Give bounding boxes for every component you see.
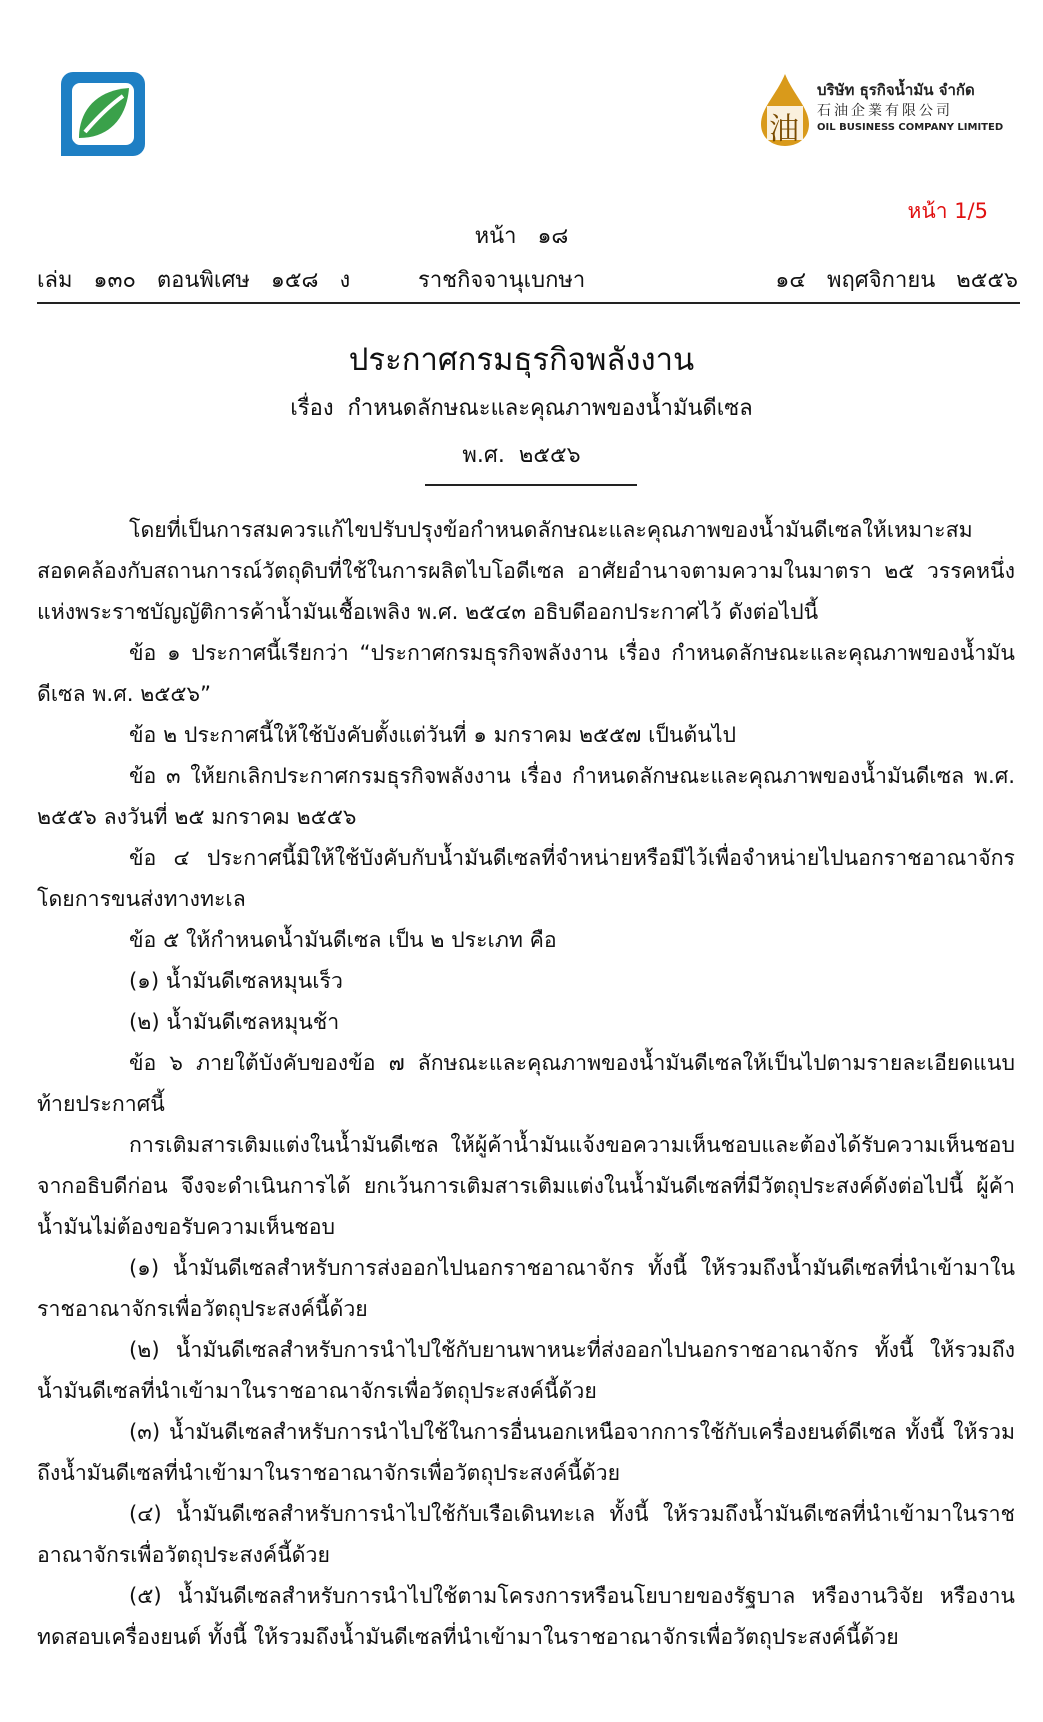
department-logo — [57, 68, 149, 160]
gazette-date: ๑๔ พฤศจิกายน ๒๕๕๖ — [775, 268, 1018, 293]
company-name-thai: บริษัท ธุรกิจน้ำมัน จำกัด — [817, 81, 975, 99]
clause-4: ข้อ ๔ ประกาศนี้มิให้ใช้บังคับกับน้ำมันดีเซลที่จำหน่ายหรือมีไว้เพื่อจำหน่ายไปนอกราชอาณาจักรโดยการขนส่งทางทะเล — [37, 846, 1015, 912]
exemption-4: (๔) น้ำมันดีเซลสำหรับการนำไปใช้กับเรือเดินทะเล ทั้งนี้ ให้รวมถึงน้ำมันดีเซลที่นำเข้ามาในราชอาณาจักรเพื่อวัตถุประสงค์นี้ด้วย — [37, 1502, 1015, 1568]
gazette-volume: เล่ม ๑๓๐ ตอนพิเศษ ๑๕๘ ง — [37, 268, 351, 293]
exemption-2: (๒) น้ำมันดีเซลสำหรับการนำไปใช้กับยานพาหนะที่ส่งออกไปนอกราชอาณาจักร ทั้งนี้ ให้รวมถึงน้ำมันดีเซลที่นำเข้ามาในราชอาณาจักรเพื่อวัตถุประสงค์นี้ด้วย — [37, 1338, 1015, 1404]
leaf-logo-icon — [57, 68, 149, 160]
diesel-type-2: (๒) น้ำมันดีเซลหมุนช้า — [129, 1010, 340, 1035]
company-name-english: OIL BUSINESS COMPANY LIMITED — [817, 122, 1004, 133]
announcement-title: ประกาศกรมธุรกิจพลังงาน — [348, 342, 695, 378]
emblem-character: 油 — [769, 112, 799, 147]
company-name-chinese: 石油企業有限公司 — [817, 103, 953, 119]
exemption-1: (๑) น้ำมันดีเซลสำหรับการส่งออกไปนอกราชอาณาจักร ทั้งนี้ ให้รวมถึงน้ำมันดีเซลที่นำเข้ามาในราชอาณาจักรเพื่อวัตถุประสงค์นี้ด้วย — [37, 1256, 1015, 1322]
diesel-type-1: (๑) น้ำมันดีเซลหมุนเร็ว — [129, 969, 343, 994]
exemption-3: (๓) น้ำมันดีเซลสำหรับการนำไปใช้ในการอื่นนอกเหนือจากการใช้กับเครื่องยนต์ดีเซล ทั้งนี้ ให้รวมถึงน้ำมันดีเซลที่นำเข้ามาในราชอาณาจักรเพื่อวัตถุประสงค์นี้ด้วย — [37, 1420, 1015, 1486]
clause-5: ข้อ ๕ ให้กำหนดน้ำมันดีเซล เป็น ๒ ประเภท คือ — [129, 928, 557, 953]
announcement-subject: เรื่อง กำหนดลักษณะและคุณภาพของน้ำมันดีเซล — [290, 396, 753, 421]
gazette-publication: ราชกิจจานุเบกษา — [418, 268, 586, 293]
clause-3: ข้อ ๓ ให้ยกเลิกประกาศกรมธุรกิจพลังงาน เรื่อง กำหนดลักษณะและคุณภาพของน้ำมันดีเซล พ.ศ. ๒๕๕๖ ลงวันที่ ๒๕ มกราคม ๒๕๕๖ — [37, 764, 1015, 830]
header-divider — [37, 302, 1020, 304]
clause-1: ข้อ ๑ ประกาศนี้เรียกว่า “ประกาศกรมธุรกิจพลังงาน เรื่อง กำหนดลักษณะและคุณภาพของน้ำมันดีเซล พ.ศ. ๒๕๕๖” — [37, 641, 1015, 707]
preamble-paragraph: โดยที่เป็นการสมควรแก้ไขปรับปรุงข้อกำหนดลักษณะและคุณภาพของน้ำมันดีเซลให้เหมาะสมสอดคล้องกับสถานการณ์วัตถุดิบที่ใช้ในการผลิตไบโอดีเซล อาศัยอำนาจตามความในมาตรา ๒๕ วรรคหนึ่ง แห่งพระราชบัญญัติการค้าน้ำมันเชื้อเพลิง พ.ศ. ๒๕๔๓ อธิบดีออกประกาศไว้ ดังต่อไปนี้ — [37, 518, 1015, 625]
gazette-page: หน้า ๑๘ — [474, 224, 569, 249]
exemption-5: (๕) น้ำมันดีเซลสำหรับการนำไปใช้ตามโครงการหรือนโยบายของรัฐบาล หรืองานวิจัย หรืองานทดสอบเครื่องยนต์ ทั้งนี้ ให้รวมถึงน้ำมันดีเซลที่นำเข้ามาในราชอาณาจักรเพื่อวัตถุประสงค์นี้ด้วย — [37, 1584, 1015, 1650]
page-marker: หน้า 1/5 — [907, 199, 988, 223]
clause-6: ข้อ ๖ ภายใต้บังคับของข้อ ๗ ลักษณะและคุณภาพของน้ำมันดีเซลให้เป็นไปตามรายละเอียดแนบท้ายประกาศนี้ — [37, 1051, 1015, 1117]
clause-2: ข้อ ๒ ประกาศนี้ให้ใช้บังคับตั้งแต่วันที่ ๑ มกราคม ๒๕๕๗ เป็นต้นไป — [129, 723, 737, 748]
additives-paragraph: การเติมสารเติมแต่งในน้ำมันดีเซล ให้ผู้ค้าน้ำมันแจ้งขอความเห็นชอบและต้องได้รับความเห็นชอบจากอธิบดีก่อน จึงจะดำเนินการได้ ยกเว้นการเติมสารเติมแต่งในน้ำมันดีเซลที่มีวัตถุประสงค์ดังต่อไปนี้ ผู้ค้าน้ำมันไม่ต้องขอรับความเห็นชอบ — [37, 1133, 1015, 1240]
title-divider — [425, 484, 637, 486]
announcement-year: พ.ศ. ๒๕๕๖ — [462, 443, 581, 468]
announcement-body — [37, 510, 1015, 1658]
oil-business-company-logo — [757, 72, 1004, 150]
